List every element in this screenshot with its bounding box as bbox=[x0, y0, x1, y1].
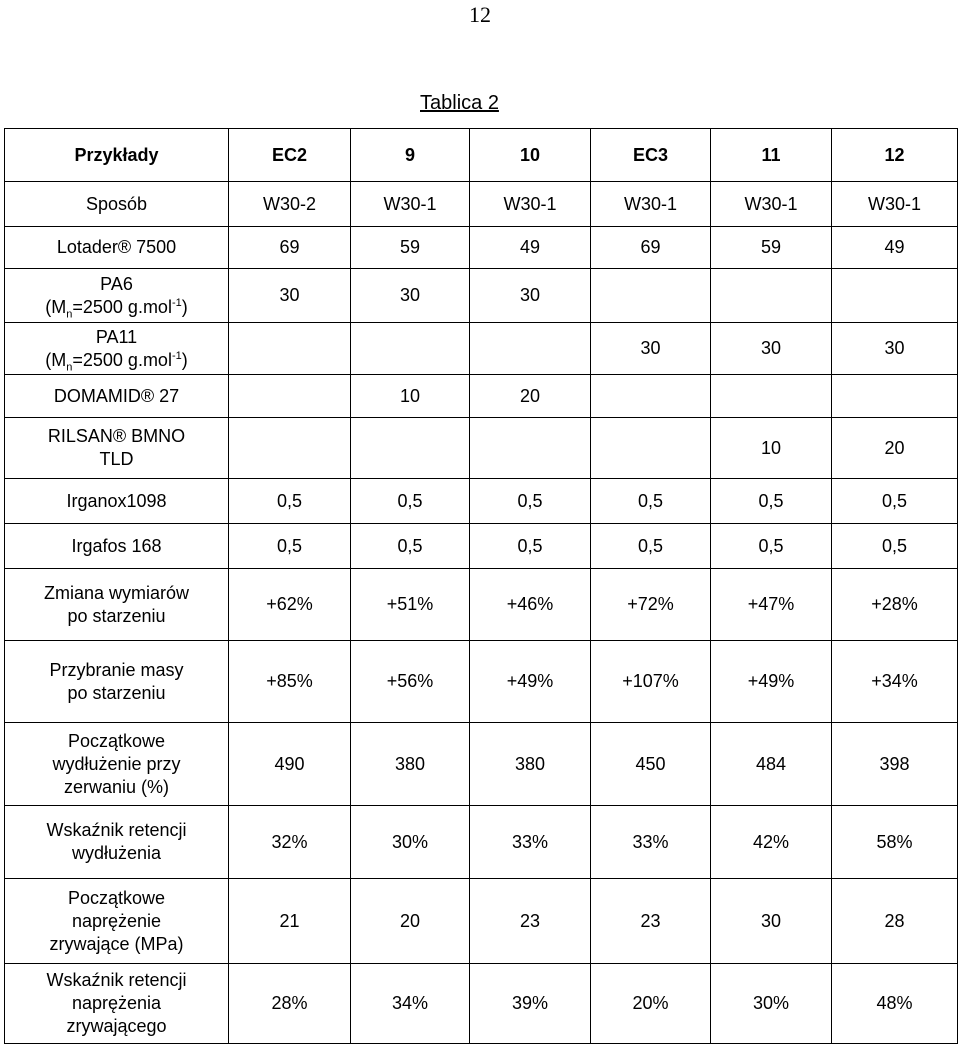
cell: W30-2 bbox=[229, 182, 351, 227]
cell: 0,5 bbox=[470, 524, 591, 569]
cell: +49% bbox=[711, 641, 832, 723]
cell: +49% bbox=[470, 641, 591, 723]
header-col: EC2 bbox=[229, 129, 351, 182]
cell: +34% bbox=[832, 641, 958, 723]
row-wydluzenie bbox=[5, 723, 958, 806]
row-label: Lotader® 7500 bbox=[5, 227, 229, 269]
header-label: Przykłady bbox=[5, 129, 229, 182]
row-zmiana bbox=[5, 569, 958, 641]
header-col: 9 bbox=[351, 129, 470, 182]
row-irgafos bbox=[5, 524, 958, 569]
cell: 30 bbox=[229, 269, 351, 323]
cell: 0,5 bbox=[351, 524, 470, 569]
cell: 0,5 bbox=[351, 479, 470, 524]
cell bbox=[229, 418, 351, 479]
cell: 34% bbox=[351, 964, 470, 1044]
cell: 0,5 bbox=[591, 479, 711, 524]
cell bbox=[591, 418, 711, 479]
cell: 30 bbox=[470, 269, 591, 323]
cell: 0,5 bbox=[832, 524, 958, 569]
cell: 30% bbox=[711, 964, 832, 1044]
cell bbox=[832, 375, 958, 418]
cell: 380 bbox=[351, 723, 470, 806]
cell: W30-1 bbox=[591, 182, 711, 227]
cell bbox=[591, 375, 711, 418]
cell bbox=[591, 269, 711, 323]
row-label: RILSAN® BMNO TLD bbox=[5, 418, 229, 479]
cell: 0,5 bbox=[591, 524, 711, 569]
row-domamid bbox=[5, 375, 958, 418]
row-label: DOMAMID® 27 bbox=[5, 375, 229, 418]
cell: W30-1 bbox=[470, 182, 591, 227]
cell: 30 bbox=[711, 879, 832, 964]
cell: 32% bbox=[229, 806, 351, 879]
cell: 28 bbox=[832, 879, 958, 964]
cell: +47% bbox=[711, 569, 832, 641]
row-label bbox=[5, 269, 229, 323]
row-rilsan bbox=[5, 418, 958, 479]
header-col: EC3 bbox=[591, 129, 711, 182]
row-label: Irgafos 168 bbox=[5, 524, 229, 569]
cell: 48% bbox=[832, 964, 958, 1044]
cell: 30 bbox=[351, 269, 470, 323]
row-sposob bbox=[5, 182, 958, 227]
cell bbox=[229, 375, 351, 418]
page-number: 12 bbox=[469, 2, 491, 27]
cell: 398 bbox=[832, 723, 958, 806]
cell: 484 bbox=[711, 723, 832, 806]
cell: 0,5 bbox=[470, 479, 591, 524]
pa6-name: PA6 bbox=[100, 273, 133, 294]
cell bbox=[711, 269, 832, 323]
cell: 380 bbox=[470, 723, 591, 806]
row-lotader bbox=[5, 227, 958, 269]
cell: 58% bbox=[832, 806, 958, 879]
cell: 10 bbox=[711, 418, 832, 479]
cell: W30-1 bbox=[832, 182, 958, 227]
pa11-mn: ($M_n=2500$ g.mol$^{-1}$) bbox=[45, 349, 188, 374]
row-pa11 bbox=[5, 323, 958, 375]
cell: 59 bbox=[351, 227, 470, 269]
cell bbox=[351, 323, 470, 375]
row-label: Przybranie masy po starzeniu bbox=[5, 641, 229, 723]
cell: 28% bbox=[229, 964, 351, 1044]
cell: 0,5 bbox=[229, 524, 351, 569]
header-col: 10 bbox=[470, 129, 591, 182]
pa11-name: PA11 bbox=[95, 326, 138, 347]
row-label: Wskaźnik retencji naprężenia zrywającego bbox=[5, 964, 229, 1044]
cell: 23 bbox=[591, 879, 711, 964]
cell: +85% bbox=[229, 641, 351, 723]
row-pa6 bbox=[5, 269, 958, 323]
row-label: Początkowe naprężenie zrywające (MPa) bbox=[5, 879, 229, 964]
cell: 33% bbox=[470, 806, 591, 879]
row-label bbox=[5, 323, 229, 375]
cell: 450 bbox=[591, 723, 711, 806]
cell: 69 bbox=[591, 227, 711, 269]
row-label: Początkowe wydłużenie przy zerwaniu (%) bbox=[5, 723, 229, 806]
table-caption: Tablica 2 bbox=[420, 92, 499, 114]
header-col: 11 bbox=[711, 129, 832, 182]
cell: W30-1 bbox=[711, 182, 832, 227]
cell: 49 bbox=[470, 227, 591, 269]
cell: 30% bbox=[351, 806, 470, 879]
cell: 20 bbox=[832, 418, 958, 479]
cell: 30 bbox=[832, 323, 958, 375]
cell: 20 bbox=[351, 879, 470, 964]
row-retencja-napr bbox=[5, 964, 958, 1044]
cell: 59 bbox=[711, 227, 832, 269]
cell: 0,5 bbox=[832, 479, 958, 524]
cell: 20 bbox=[470, 375, 591, 418]
row-naprezenie bbox=[5, 879, 958, 964]
row-label: Wskaźnik retencji wydłużenia bbox=[5, 806, 229, 879]
cell: 30 bbox=[711, 323, 832, 375]
header-row bbox=[5, 129, 958, 182]
cell: +46% bbox=[470, 569, 591, 641]
cell: 23 bbox=[470, 879, 591, 964]
cell: 49 bbox=[832, 227, 958, 269]
cell: +72% bbox=[591, 569, 711, 641]
cell: 0,5 bbox=[711, 479, 832, 524]
cell: 21 bbox=[229, 879, 351, 964]
row-label: Sposób bbox=[5, 182, 229, 227]
row-label: Irganox1098 bbox=[5, 479, 229, 524]
cell: 490 bbox=[229, 723, 351, 806]
cell: 20% bbox=[591, 964, 711, 1044]
cell: W30-1 bbox=[351, 182, 470, 227]
pa6-mn: ($M_n=2500$ g.mol$^{-1}$) bbox=[45, 296, 188, 321]
cell: 39% bbox=[470, 964, 591, 1044]
row-przybranie bbox=[5, 641, 958, 723]
cell: 33% bbox=[591, 806, 711, 879]
cell bbox=[351, 418, 470, 479]
cell: 69 bbox=[229, 227, 351, 269]
row-label: Zmiana wymiarów po starzeniu bbox=[5, 569, 229, 641]
row-retencja-wydl bbox=[5, 806, 958, 879]
cell: +28% bbox=[832, 569, 958, 641]
cell: 0,5 bbox=[711, 524, 832, 569]
cell bbox=[832, 269, 958, 323]
cell: 30 bbox=[591, 323, 711, 375]
cell: +56% bbox=[351, 641, 470, 723]
cell: 42% bbox=[711, 806, 832, 879]
cell bbox=[470, 418, 591, 479]
header-col: 12 bbox=[832, 129, 958, 182]
cell: +107% bbox=[591, 641, 711, 723]
cell bbox=[711, 375, 832, 418]
cell: +51% bbox=[351, 569, 470, 641]
cell bbox=[470, 323, 591, 375]
cell: 0,5 bbox=[229, 479, 351, 524]
row-irganox bbox=[5, 479, 958, 524]
cell: 10 bbox=[351, 375, 470, 418]
cell: +62% bbox=[229, 569, 351, 641]
cell bbox=[229, 323, 351, 375]
data-table bbox=[4, 128, 958, 1044]
